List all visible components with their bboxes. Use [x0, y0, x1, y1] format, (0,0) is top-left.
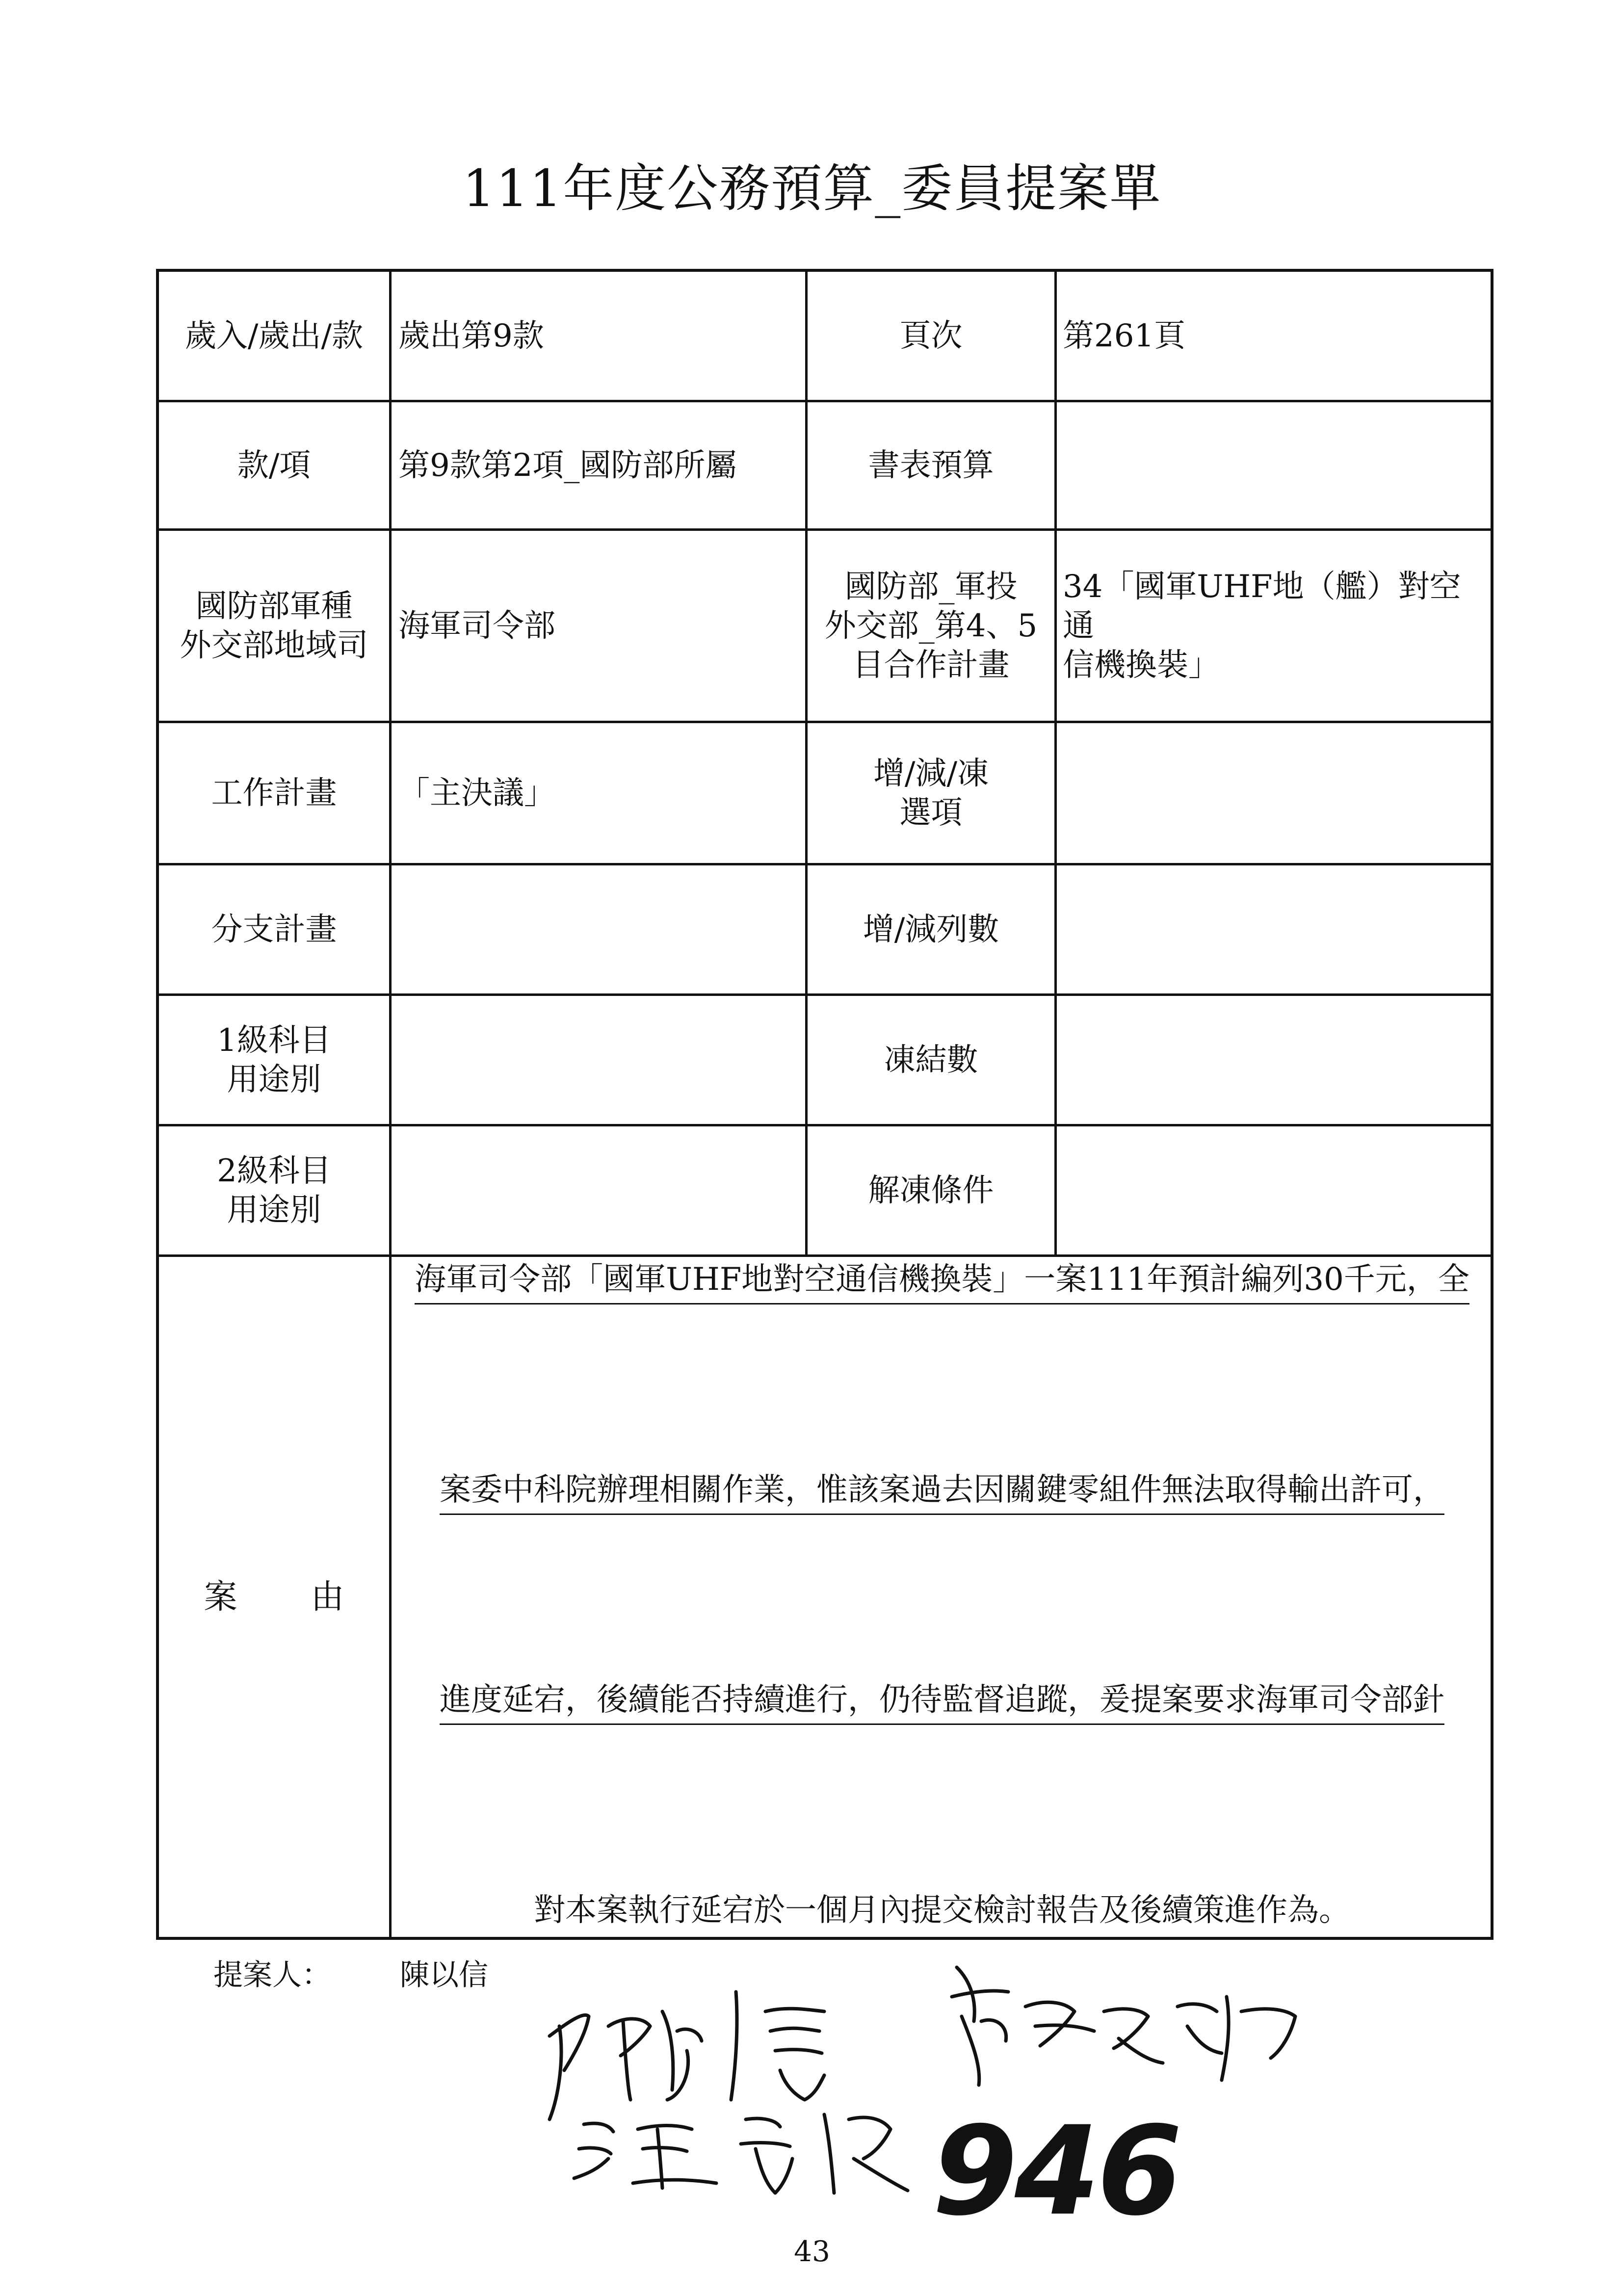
reason-line: 海軍司令部「國軍UHF地對空通信機換裝」一案111年預計編列30千元，全	[415, 1260, 1469, 1305]
reason-line: 進度延宕，後續能否持續進行，仍待監督追蹤，爰提案要求海軍司令部針	[440, 1680, 1444, 1725]
value-branch-plan	[392, 865, 808, 993]
label-level2-subject	[159, 1126, 392, 1254]
signature-1	[550, 1992, 824, 2119]
label-line: 國防部_軍投	[844, 568, 1018, 605]
label-reason-char: 由	[311, 1577, 344, 1617]
table-row	[159, 723, 1491, 865]
reason-line: 案委中科院辦理相關作業，惟該案過去因關鍵零組件無法取得輸出許可，	[440, 1470, 1444, 1515]
value-level1-subject	[392, 996, 808, 1124]
label-reason	[159, 1257, 392, 1937]
table-row	[159, 272, 1491, 402]
value-investment-plan	[1057, 531, 1491, 721]
value-line: 34「國軍UHF地（艦）對空通	[1063, 568, 1461, 644]
table-row	[159, 1126, 1491, 1257]
label-line: 增/減/凍	[873, 755, 989, 792]
label-investment-plan	[808, 531, 1057, 721]
table-row	[159, 531, 1491, 723]
label-frozen-amount: 凍結數	[808, 996, 1057, 1124]
label-branch-plan: 分支計畫	[159, 865, 392, 993]
value-section-item: 第9款第2項_國防部所屬	[392, 402, 808, 528]
value-adjust-amount	[1057, 865, 1491, 993]
value-military-branch: 海軍司令部	[392, 531, 808, 721]
value-frozen-amount	[1057, 996, 1491, 1124]
label-line: 外交部地域司	[180, 627, 368, 664]
label-line: 2級科目	[217, 1152, 331, 1189]
value-unfreeze-condition	[1057, 1126, 1491, 1254]
label-adjust-amount: 增/減列數	[808, 865, 1057, 993]
value-revenue-expenditure: 歲出第9款	[392, 272, 808, 400]
value-level2-subject	[392, 1126, 808, 1254]
label-line: 外交部_第4、5	[824, 607, 1038, 644]
table-row	[159, 996, 1491, 1126]
label-adjust-option	[808, 723, 1057, 863]
label-section-item: 款/項	[159, 402, 392, 528]
value-statement-budget	[1057, 402, 1491, 528]
label-line: 國防部軍種	[195, 588, 353, 625]
page-number: 43	[794, 2235, 830, 2268]
label-military-branch	[159, 531, 392, 721]
label-unfreeze-condition: 解凍條件	[808, 1126, 1057, 1254]
value-page: 第261頁	[1063, 317, 1186, 354]
label-line: 用途別	[227, 1061, 321, 1098]
proposer-label: 提案人：	[213, 1958, 331, 1992]
value-adjust-option	[1057, 723, 1491, 863]
label-line: 用途別	[227, 1192, 321, 1228]
table-row-reason	[159, 1257, 1491, 1937]
value-work-plan: 「主決議」	[392, 723, 808, 863]
reason-text	[392, 1257, 1491, 1937]
label-reason-char: 案	[204, 1577, 237, 1617]
reason-line: 對本案執行延宕於一個月內提交檢討報告及後續策進作為。	[534, 1892, 1350, 1929]
label-page: 頁次	[808, 272, 1057, 400]
page-title: 111年度公務預算_委員提案單	[462, 158, 1162, 218]
label-work-plan: 工作計畫	[159, 723, 392, 863]
label-statement-budget: 書表預算	[808, 402, 1057, 528]
label-line: 1級科目	[217, 1022, 331, 1059]
label-level1-subject	[159, 996, 392, 1124]
stamp-number: 946	[932, 2100, 1179, 2243]
proposer-name: 陳以信	[400, 1958, 488, 1992]
value-line: 信機換裝」	[1063, 647, 1220, 683]
label-line: 選項	[899, 794, 963, 831]
signature-3	[574, 2114, 908, 2193]
table-row	[159, 402, 1491, 531]
label-line: 目合作計畫	[852, 647, 1010, 683]
signature-2	[952, 1967, 1295, 2085]
table-row	[159, 865, 1491, 996]
proposal-form-table	[156, 269, 1493, 1940]
label-revenue-expenditure: 歲入/歲出/款	[159, 272, 392, 400]
